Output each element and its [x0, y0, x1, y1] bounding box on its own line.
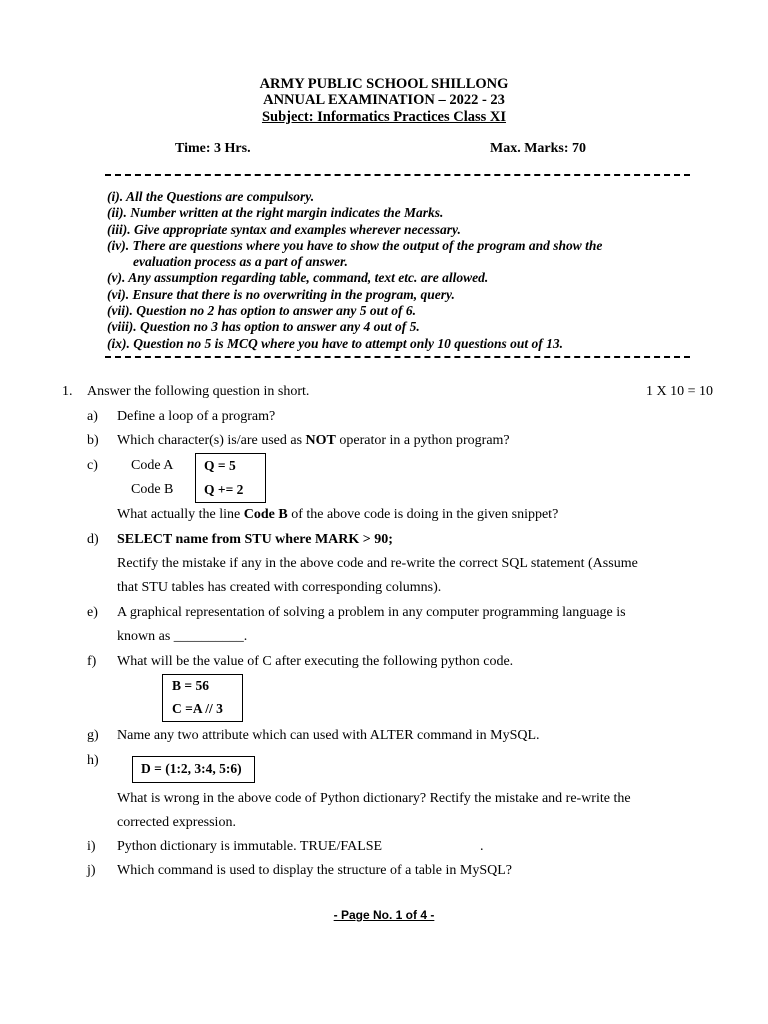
- exam-title: ANNUAL EXAMINATION – 2022 - 23: [263, 92, 505, 108]
- code-box-h: [132, 756, 255, 783]
- page-number: - Page No. 1 of 4 -: [333, 908, 435, 922]
- subq-b-text: [117, 433, 510, 449]
- instruction-item: (i). All the Questions are compulsory.: [107, 189, 315, 204]
- instruction-item: (iv). There are questions where you have to show the output of the program and show the: [107, 237, 603, 253]
- max-marks-label: Max. Marks: 70: [490, 141, 587, 156]
- subq-j-text: Which command is used to display the structure of a table in MySQL?: [117, 863, 513, 878]
- subq-c-bold: Code B: [243, 507, 288, 522]
- subq-g-text: Name any two attribute which can used with ALTER command in MySQL.: [117, 728, 540, 743]
- subq-c-text: [117, 507, 558, 523]
- question-number: 1.: [62, 384, 73, 399]
- subq-c-post: of the above code is doing in the given snippet?: [287, 507, 559, 522]
- subq-label: f): [87, 654, 97, 669]
- subq-label: d): [87, 532, 99, 547]
- subq-label: e): [87, 605, 98, 620]
- subq-label: g): [87, 728, 99, 743]
- subq-label: c): [87, 458, 98, 473]
- subq-e-line1: A graphical representation of solving a problem in any computer programming language is: [117, 605, 626, 620]
- subq-b-bold: NOT: [305, 433, 336, 448]
- subq-label: i): [87, 839, 96, 854]
- subq-label: h): [87, 753, 99, 768]
- subq-d-line1: Rectify the mistake if any in the above code and re-write the correct SQL statement (Assume: [117, 556, 638, 571]
- divider-bottom: [105, 356, 690, 358]
- instructions-block: [107, 189, 687, 352]
- page-footer: [0, 908, 768, 922]
- subq-b-post: operator in a python program?: [335, 433, 510, 448]
- subq-h-line2: corrected expression.: [117, 815, 236, 830]
- instruction-item: (ii). Number written at the right margin indicates the Marks.: [107, 205, 444, 221]
- subq-e-line2: known as __________.: [117, 629, 248, 644]
- question-marks: 1 X 10 = 10: [646, 384, 714, 399]
- subq-i-dot: .: [480, 839, 484, 854]
- subq-label: a): [87, 409, 98, 424]
- subq-h-line1: What is wrong in the above code of Python dictionary? Rectify the mistake and re-write the: [117, 791, 631, 806]
- code-box-f: [162, 674, 243, 722]
- code-line: C =A // 3: [172, 701, 223, 716]
- code-box-c: [195, 453, 266, 503]
- instruction-item: (viii). Question no 3 has option to answer any 4 out of 5.: [107, 319, 420, 335]
- code-line: Q += 2: [204, 482, 244, 497]
- question-text: Answer the following question in short.: [87, 384, 310, 399]
- code-line: B = 56: [172, 678, 209, 693]
- code-line: Q = 5: [204, 458, 236, 473]
- instruction-item: (vi). Ensure that there is no overwriting in the program, query.: [107, 286, 455, 302]
- school-name: ARMY PUBLIC SCHOOL SHILLONG: [259, 76, 509, 92]
- subq-label: b): [87, 433, 99, 448]
- subq-i-text: Python dictionary is immutable. TRUE/FALSE: [117, 839, 383, 854]
- subq-f-text: What will be the value of C after executing the following python code.: [117, 654, 514, 669]
- instruction-item: (v). Any assumption regarding table, command, text etc. are allowed.: [107, 270, 489, 286]
- instruction-item: (ix). Question no 5 is MCQ where you have to attempt only 10 questions out of 13.: [107, 335, 564, 351]
- code-line: D = (1:2, 3:4, 5:6): [141, 761, 242, 776]
- sql-code: SELECT name from STU where MARK > 90;: [117, 532, 393, 547]
- instruction-item: (iii). Give appropriate syntax and examples wherever necessary.: [107, 221, 461, 237]
- code-b-label: Code B: [131, 482, 174, 497]
- subject-line: Subject: Informatics Practices Class XI: [261, 109, 507, 125]
- instruction-item: (vii). Question no 2 has option to answer any 5 out of 6.: [107, 303, 417, 319]
- time-label: Time: 3 Hrs.: [175, 141, 251, 156]
- subq-c-pre: What actually the line: [117, 507, 244, 522]
- divider-top: [105, 174, 690, 176]
- subq-b-pre: Which character(s) is/are used as: [117, 433, 306, 448]
- subq-d-line2: that STU tables has created with corresponding columns).: [117, 580, 442, 595]
- instruction-item: evaluation process as a part of answer.: [133, 254, 348, 270]
- code-a-label: Code A: [131, 458, 174, 473]
- subq-a-text: Define a loop of a program?: [117, 409, 276, 424]
- subq-label: j): [87, 863, 96, 878]
